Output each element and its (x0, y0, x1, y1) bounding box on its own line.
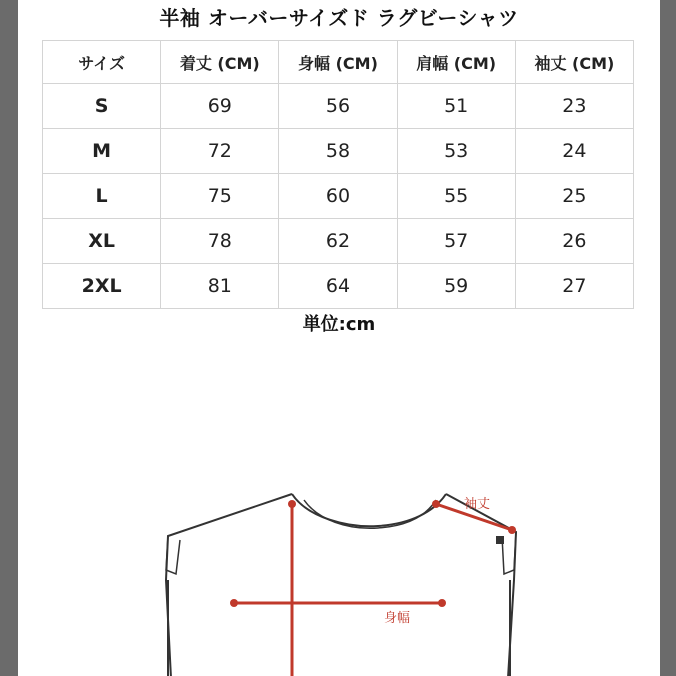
body-width-cell: 58 (279, 129, 397, 174)
sleeve-length-cell: 26 (515, 219, 633, 264)
shoulder-width-cell: 59 (397, 264, 515, 309)
header-shoulder-width: 肩幅 (CM) (397, 41, 515, 84)
table-row (43, 174, 634, 219)
header-sleeve-length: 袖丈 (CM) (515, 41, 633, 84)
body-width-cell: 62 (279, 219, 397, 264)
sleeve-length-cell: 27 (515, 264, 633, 309)
table-header-row (43, 41, 634, 84)
body-width-label: 身幅 (384, 611, 411, 626)
shoulder-width-cell: 57 (397, 219, 515, 264)
tshirt-collar (304, 500, 436, 528)
table-row (43, 84, 634, 129)
body-width-cell: 64 (279, 264, 397, 309)
table-row (43, 219, 634, 264)
length-cell: 72 (161, 129, 279, 174)
table-row (43, 264, 634, 309)
length-cell: 69 (161, 84, 279, 129)
sleeve-length-label: 袖丈 (464, 497, 491, 512)
unit-label: 単位:cm (302, 314, 376, 335)
sleeve-length-cell: 23 (515, 84, 633, 129)
size-cell: M (43, 129, 161, 174)
size-chart-sheet (18, 0, 660, 676)
length-cell: 78 (161, 219, 279, 264)
length-measure-line (288, 500, 296, 676)
size-cell: XL (43, 219, 161, 264)
shoulder-width-cell: 51 (397, 84, 515, 129)
shoulder-width-cell: 55 (397, 174, 515, 219)
shoulder-width-cell: 53 (397, 129, 515, 174)
size-cell: S (43, 84, 161, 129)
header-length: 着丈 (CM) (161, 41, 279, 84)
length-cell: 75 (161, 174, 279, 219)
length-cell: 81 (161, 264, 279, 309)
tshirt-sleeve-right (502, 532, 516, 574)
body-width-cell: 56 (279, 84, 397, 129)
width-measure-line (230, 599, 446, 607)
tshirt-outline (166, 494, 516, 676)
sleeve-length-cell: 24 (515, 129, 633, 174)
tshirt-measurement-diagram (18, 470, 660, 676)
page-title: 半袖 オーバーサイズド ラグビーシャツ (159, 6, 519, 30)
size-cell: L (43, 174, 161, 219)
size-cell: 2XL (43, 264, 161, 309)
table-row (43, 129, 634, 174)
tshirt-tag (496, 536, 504, 544)
header-body-width: 身幅 (CM) (279, 41, 397, 84)
body-width-cell: 60 (279, 174, 397, 219)
sleeve-length-cell: 25 (515, 174, 633, 219)
size-table (42, 40, 634, 309)
header-size: サイズ (43, 41, 161, 84)
